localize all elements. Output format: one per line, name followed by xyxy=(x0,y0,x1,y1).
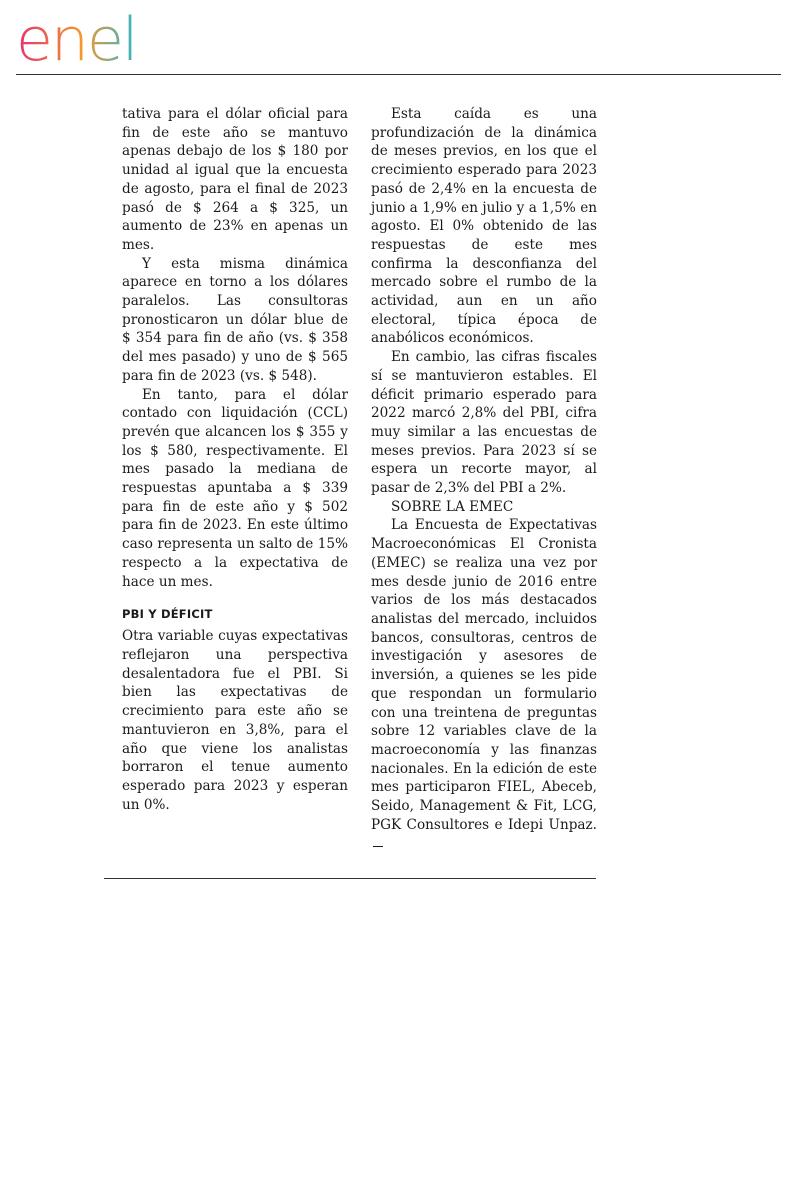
paragraph: tativa para el dólar oficial para fin de este año se mantuvo apenas debajo de los $ 180 por unidad al igual que la encuesta de agosto, para el final de 2023 pasó de $ 264 a $ 325, un aumento de 23% en apenas un mes. xyxy=(122,106,348,253)
paragraph: En cambio, las cifras fiscales sí se mantuvieron estables. El déficit primario esperado para 2022 marcó 2,8% del PBI, cifra muy similar a las encuestas de meses previos. Para 2023 sí se espera un recorte mayor, al pasar de 2,3% del PBI a 2%. xyxy=(371,349,597,497)
footer-divider xyxy=(104,878,596,879)
paragraph: En tanto, para el dólar contado con liquidación (CCL) prevén que alcancen los $ 355 y los $ 580, respectivamente. El mes pasado la mediana de respuestas apuntaba a $ 339 para fin de este año y $ 502 para fin de 2023. En este último caso representa un salto de 15% respecto a la expectativa de hace un mes. xyxy=(122,386,348,590)
paragraph: Y esta misma dinámica aparece en torno a los dólares paralelos. Las consultoras pronosticaron un dólar blue de $ 354 para fin de año (vs. $ 358 del mes pasado) y uno de $ 565 para fin de 2023 (vs. $ 548). xyxy=(122,255,348,384)
subheading: SOBRE LA EMEC xyxy=(391,498,514,515)
logo-wordmark: enel xyxy=(16,5,137,72)
article-column-left xyxy=(122,105,348,814)
enel-logo xyxy=(14,2,174,72)
section-heading: PBI Y DÉFICIT xyxy=(122,607,213,622)
paragraph-text: La Encuesta de Expectativas Macroeconómicas El Cronista (EMEC) se realiza una vez por mes desde junio de 2016 entre varios de los más destacados analistas del mercado, incluidos bancos, consultoras, centros de investigación y asesores de inversión, a quienes se les pide que respondan un formulario con una treintena de preguntas sobre 12 variables clave de la macroeconomía y las finanzas nacionales. En la edición de este mes participaron FIEL, Abeceb, Seido, Management & Fit, LCG, PGK Consultores e Idepi Unpaz. xyxy=(371,517,597,833)
end-of-article-mark xyxy=(373,846,383,847)
header-divider xyxy=(16,74,781,75)
paragraph: Esta caída es una profundización de la dinámica de meses previos, en los que el crecimiento esperado para 2023 pasó de 2,4% en la encuesta de junio a 1,9% en julio y a 1,5% en agosto. El 0% obtenido de las respuestas de este mes confirma la desconfianza del mercado sobre el rumbo de la actividad, aun en un año electoral, típica época de anabólicos económicos. xyxy=(371,106,597,347)
paragraph-final xyxy=(371,516,597,853)
article-column-right xyxy=(371,105,597,853)
paragraph: Otra variable cuyas expectativas reflejaron una perspectiva desalentadora fue el PBI. Si bien las expectativas de crecimiento para este año se mantuvieron en 3,8%, para el año que viene los analistas borraron el tenue aumento esperado para 2023 y esperan un 0%. xyxy=(122,628,348,813)
